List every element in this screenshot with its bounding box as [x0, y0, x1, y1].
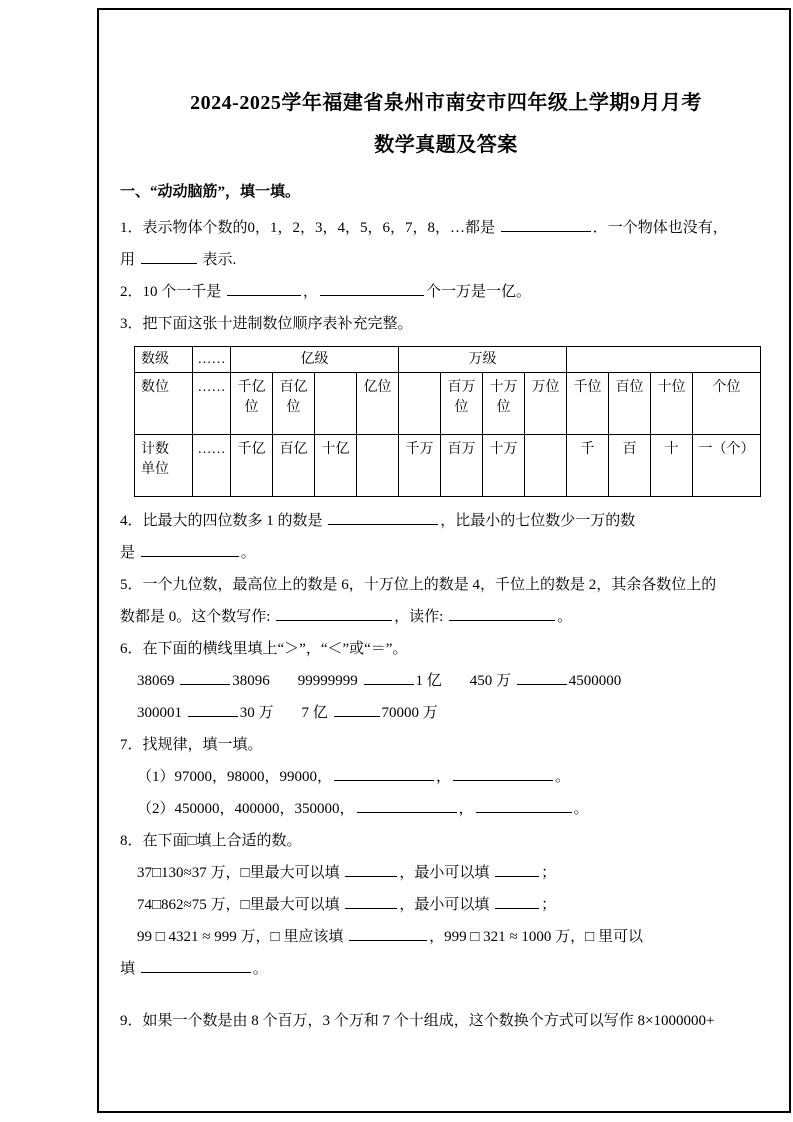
- table-cell: 万位: [525, 373, 567, 435]
- text-segment: ，最小可以填: [399, 897, 494, 913]
- text-segment: 38069: [137, 673, 179, 689]
- text-segment: ，: [303, 284, 319, 300]
- questions-before-table: [120, 212, 772, 340]
- answer-blank: [328, 511, 438, 525]
- answer-blank: [495, 895, 539, 909]
- table-cell: 十万: [483, 435, 525, 497]
- text-segment: 个一万是一亿。: [426, 284, 532, 300]
- question-line: [120, 276, 772, 308]
- text-segment: ，999 □ 321 ≈ 1000 万，□ 里可以: [429, 929, 643, 945]
- question-line: [120, 697, 772, 729]
- question-line: [120, 857, 772, 889]
- question-line: [120, 537, 772, 569]
- question-line: [120, 953, 772, 985]
- text-segment: 70000 万: [381, 705, 438, 721]
- page-content: [120, 88, 772, 1037]
- text-segment: 数都是 0。这个数写作:: [120, 609, 275, 625]
- text-segment: 5．一个九位数，最高位上的数是 6，十万位上的数是 4，千位上的数是 2，其余各数位上的: [120, 577, 717, 593]
- answer-blank: [188, 703, 238, 717]
- answer-blank: [334, 767, 434, 781]
- table-cell: 十: [651, 435, 693, 497]
- text-segment: 7 亿: [301, 705, 332, 721]
- text-segment: ，: [436, 769, 452, 785]
- text-segment: 99999999: [297, 673, 362, 689]
- text-segment: ，读作:: [394, 609, 448, 625]
- table-cell: ……: [193, 435, 231, 497]
- table-cell: 百: [609, 435, 651, 497]
- text-segment: 450 万: [469, 673, 515, 689]
- text-segment: 用: [120, 252, 139, 268]
- table-cell: [567, 347, 761, 373]
- text-segment: （2）450000，400000，350000，: [137, 801, 355, 817]
- question-line: [120, 665, 772, 697]
- question-line: [120, 921, 772, 953]
- text-segment: 表示.: [198, 252, 237, 268]
- answer-blank: [276, 607, 392, 621]
- table-cell: 数位: [135, 373, 193, 435]
- question-line: [120, 505, 772, 537]
- place-value-table: [134, 346, 761, 497]
- text-segment: 1 亿: [415, 673, 442, 689]
- text-segment: 是: [120, 545, 139, 561]
- text-segment: 30 万: [239, 705, 274, 721]
- answer-blank: [501, 218, 591, 232]
- answer-blank: [364, 671, 414, 685]
- text-segment: 99 □ 4321 ≈ 999 万，□ 里应该填: [137, 929, 348, 945]
- answer-blank: [476, 799, 572, 813]
- question-line: [120, 1005, 772, 1037]
- answer-blank: [334, 703, 380, 717]
- question-line: [120, 889, 772, 921]
- answer-blank: [349, 927, 427, 941]
- table-cell: 千亿 位: [231, 373, 273, 435]
- text-segment: 。: [252, 961, 268, 977]
- table-cell: [525, 435, 567, 497]
- answer-blank: [180, 671, 230, 685]
- exam-title: 2024-2025学年福建省泉州市南安市四年级上学期9月月考: [190, 92, 702, 114]
- text-segment: ，最小可以填: [399, 865, 494, 881]
- table-cell: ……: [193, 347, 231, 373]
- text-segment: 填: [120, 961, 139, 977]
- text-segment: ．一个物体也没有，: [592, 220, 728, 236]
- answer-blank: [449, 607, 555, 621]
- questions-after-table: [120, 505, 772, 1037]
- table-cell: 万级: [399, 347, 567, 373]
- question-line: [120, 569, 772, 601]
- table-cell: 百万: [441, 435, 483, 497]
- text-segment: 3．把下面这张十进制数位顺序表补充完整。: [120, 316, 413, 332]
- question-line: [120, 793, 772, 825]
- answer-blank: [517, 671, 567, 685]
- question-line: [120, 601, 772, 633]
- table-cell: 千万: [399, 435, 441, 497]
- table-cell: [315, 373, 357, 435]
- table-cell: 百亿 位: [273, 373, 315, 435]
- text-segment: 4．比最大的四位数多 1 的数是: [120, 513, 327, 529]
- table-cell: 一（个）: [693, 435, 761, 497]
- answer-blank: [495, 863, 539, 877]
- table-cell: 千亿: [231, 435, 273, 497]
- text-segment: 37□130≈37 万，□里最大可以填: [137, 865, 344, 881]
- question-line: [120, 729, 772, 761]
- table-cell: 千: [567, 435, 609, 497]
- answer-blank: [345, 895, 397, 909]
- table-cell: 亿位: [357, 373, 399, 435]
- table-row: [135, 435, 761, 497]
- answer-blank: [227, 282, 301, 296]
- table-cell: 数级: [135, 347, 193, 373]
- table-cell: 百位: [609, 373, 651, 435]
- text-segment: 。: [240, 545, 256, 561]
- text-segment: ；: [541, 865, 557, 881]
- text-segment: 。: [573, 801, 589, 817]
- answer-blank: [141, 250, 197, 264]
- answer-blank: [141, 543, 239, 557]
- text-segment: 2．10 个一千是: [120, 284, 226, 300]
- table-cell: 千位: [567, 373, 609, 435]
- text-segment: 300001: [137, 705, 186, 721]
- table-row: [135, 373, 761, 435]
- text-segment: ；: [541, 897, 557, 913]
- table-cell: 百亿: [273, 435, 315, 497]
- question-line: [120, 633, 772, 665]
- section-heading: 一、“动动脑筋”，填一填。: [120, 184, 301, 200]
- text-segment: 。: [557, 609, 573, 625]
- text-segment: 9．如果一个数是由 8 个百万，3 个万和 7 个十组成，这个数换个方式可以写作 8×1000000+: [120, 1013, 715, 1029]
- table-cell: 十亿: [315, 435, 357, 497]
- question-line: [120, 308, 772, 340]
- table-cell: 十位: [651, 373, 693, 435]
- table-cell: 亿级: [231, 347, 399, 373]
- exam-subtitle: 数学真题及答案: [374, 134, 518, 156]
- text-segment: 6．在下面的横线里填上“＞”，“＜”或“＝”。: [120, 641, 408, 657]
- question-line: [120, 212, 772, 244]
- table-cell: [399, 373, 441, 435]
- text-segment: （1）97000，98000，99000，: [137, 769, 333, 785]
- table-cell: 计数 单位: [135, 435, 193, 497]
- text-segment: 38096: [232, 673, 270, 689]
- question-line: [120, 244, 772, 276]
- question-line: [120, 825, 772, 857]
- text-segment: ，: [458, 801, 474, 817]
- text-segment: 7．找规律，填一填。: [120, 737, 263, 753]
- answer-blank: [141, 959, 251, 973]
- answer-blank: [453, 767, 553, 781]
- table-cell: 十万 位: [483, 373, 525, 435]
- table-cell: ……: [193, 373, 231, 435]
- text-segment: ，比最小的七位数少一万的数: [440, 513, 636, 529]
- answer-blank: [320, 282, 424, 296]
- table-cell: 百万 位: [441, 373, 483, 435]
- text-segment: 1．表示物体个数的0，1，2，3，4，5，6，7，8，…都是: [120, 220, 499, 236]
- answer-blank: [357, 799, 457, 813]
- answer-blank: [345, 863, 397, 877]
- text-segment: 8．在下面□填上合适的数。: [120, 833, 302, 849]
- text-segment: 4500000: [568, 673, 622, 689]
- text-segment: 74□862≈75 万，□里最大可以填: [137, 897, 344, 913]
- table-cell: [357, 435, 399, 497]
- text-segment: 。: [555, 769, 571, 785]
- table-row: [135, 347, 761, 373]
- table-cell: 个位: [693, 373, 761, 435]
- question-line: [120, 761, 772, 793]
